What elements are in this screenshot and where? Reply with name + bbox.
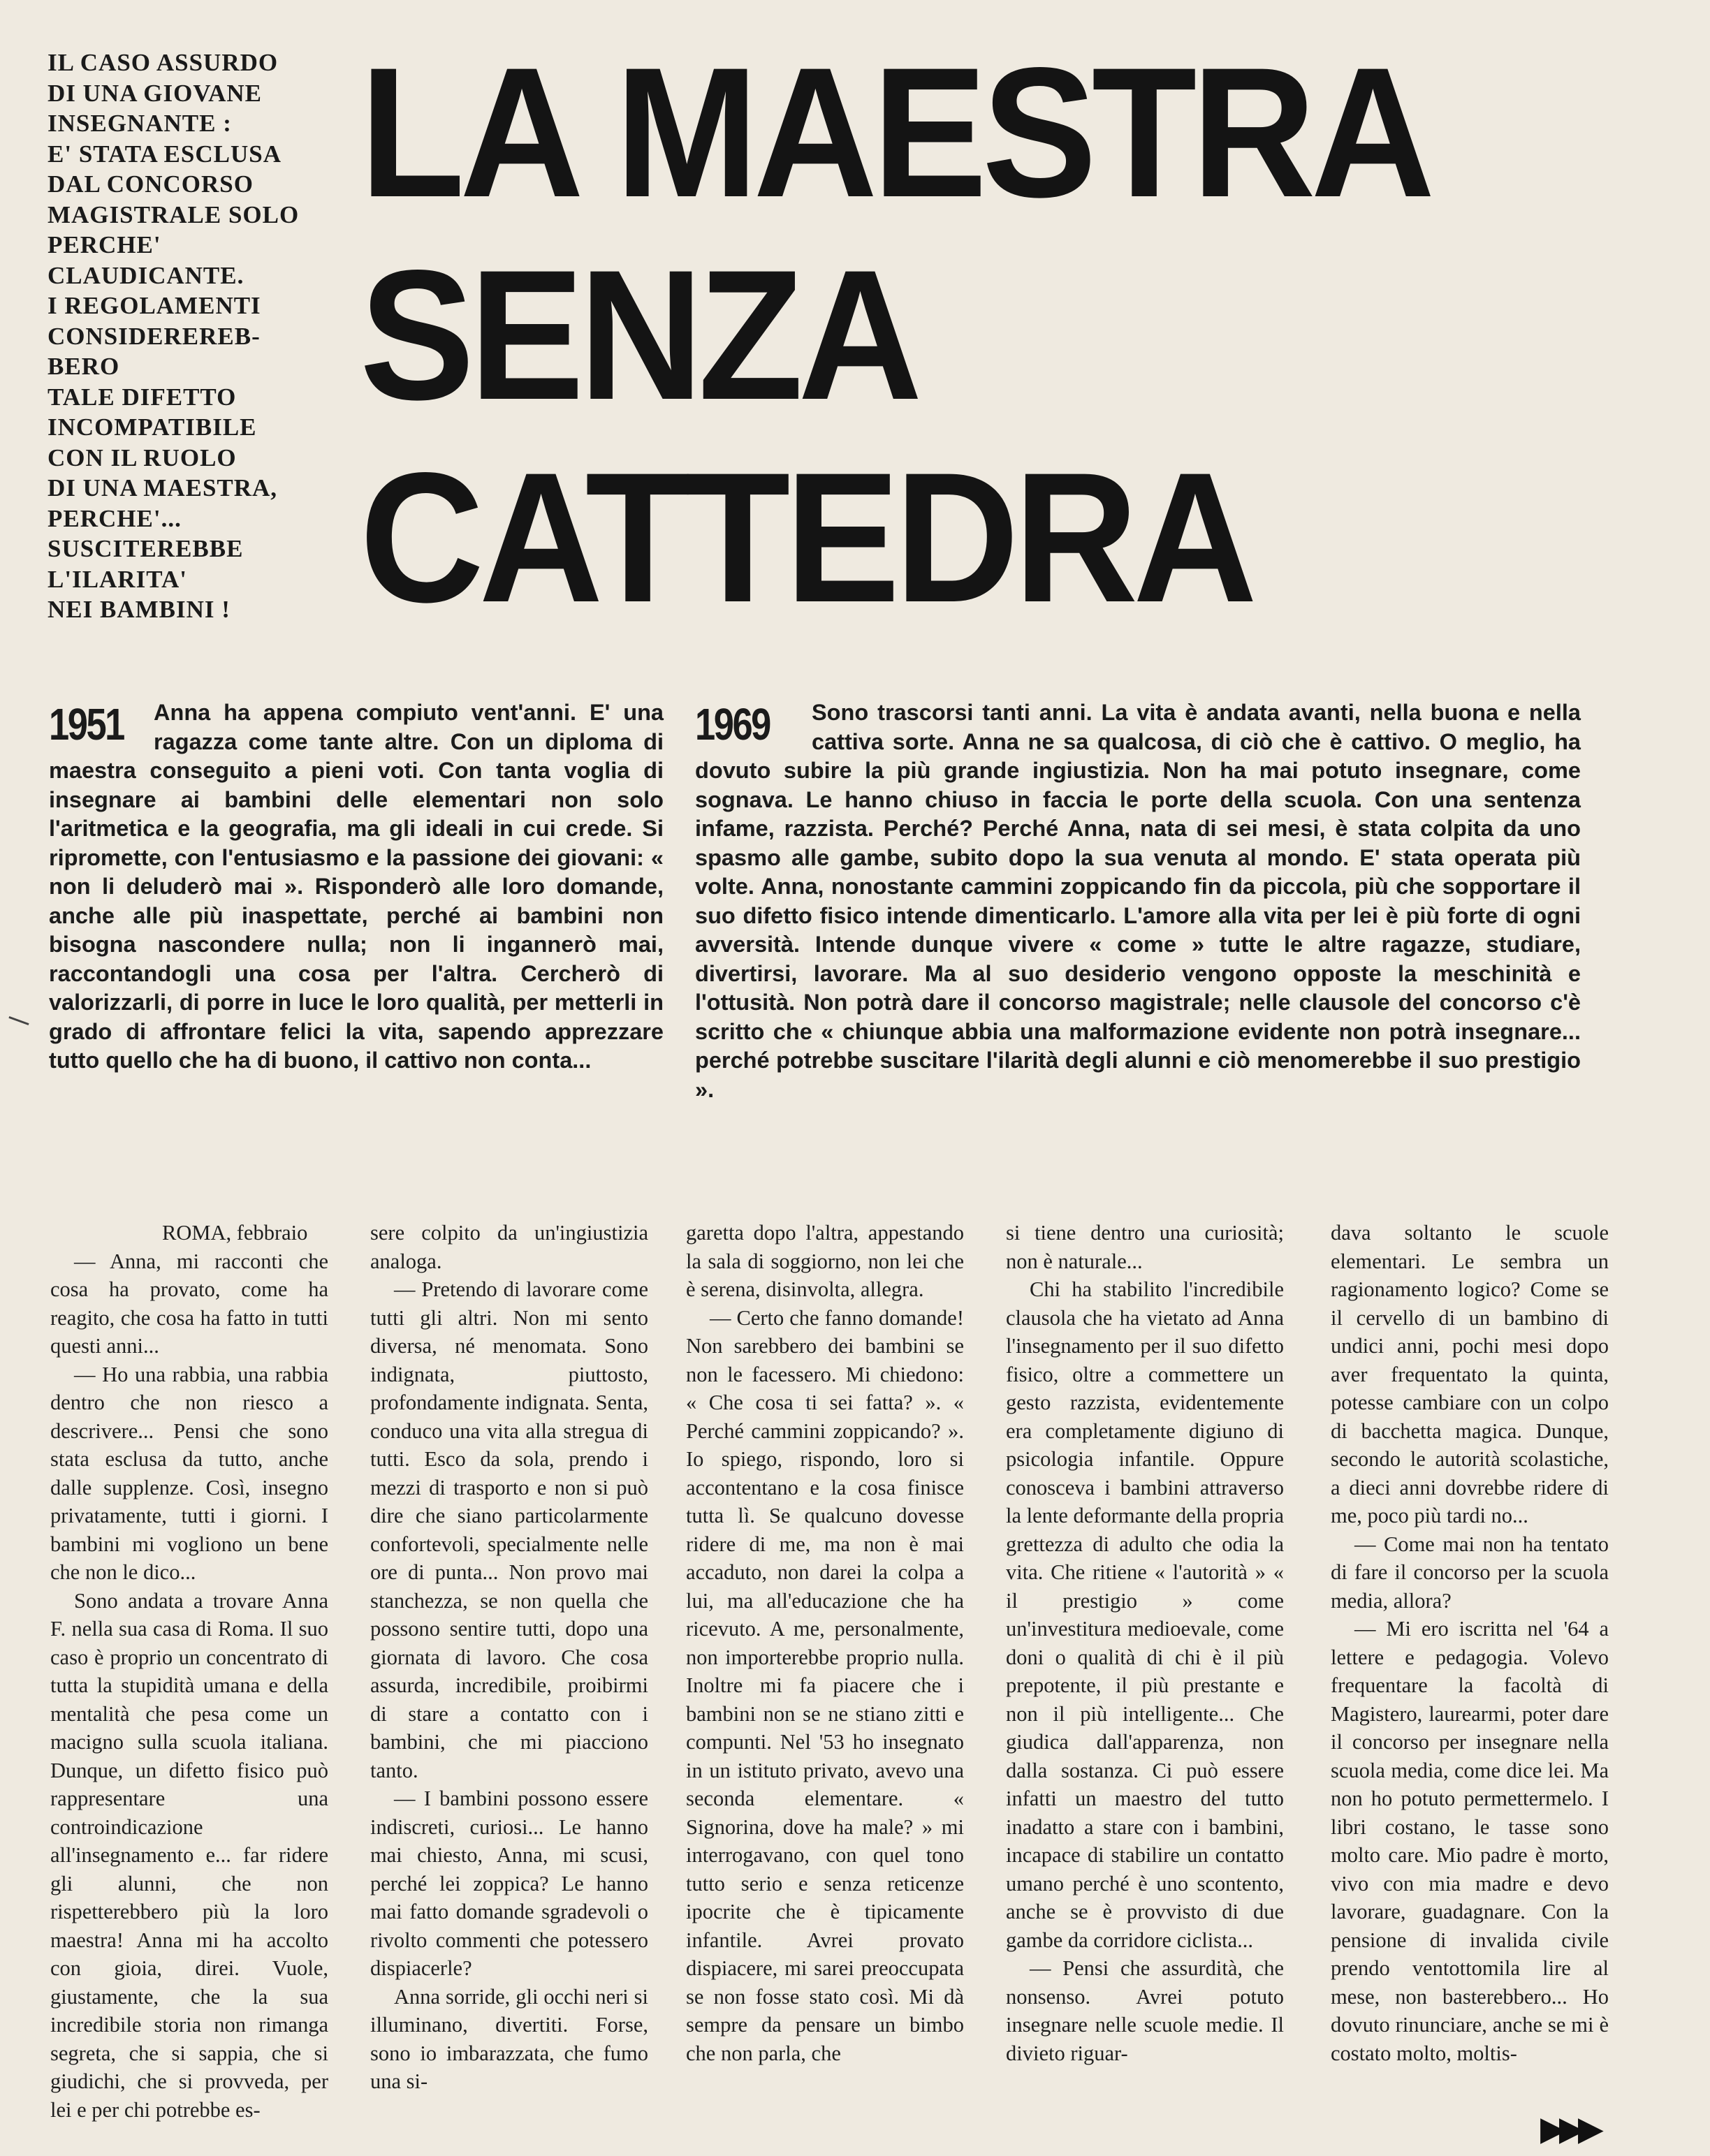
paragraph: — Pensi che assurdità, che nonsenso. Avrei potuto insegnare nelle scuole medie. Il divieto riguar- xyxy=(1006,1956,1284,2065)
intro-1969-text: Sono trascorsi tanti anni. La vita è andata avanti, nella buona e nella cattiva sorte. Anna ne sa qualcosa, di ciò che è cattivo. O meglio, ha dovuto subire la più grande ingiustizia. Non ha mai potuto insegnare, come sognava. Le hanno chiuso in faccia le porte della scuola. Con una sentenza infame, razzista. Perché? Perché Anna, nata di sei mesi, è stata colpita da uno spasmo alle gambe, subito dopo la sua venuta al mondo. E' stata operata più volte. Anna, nonostante cammini zoppicando fin da piccola, più che sopportare il suo difetto fisico intende dimenticarlo. L'amore alla vita per lei è più forte di ogni avversità. Intende dunque vivere « come » tutte le altre ragazze, studiare, divertirsi, lavorare. Ma al suo desiderio vengono opposte la meschinità e l'ottusità. Non potrà dare il concorso magistrale; nelle clausole del concorso c'è scritto che « chiunque abbia una malformazione evidente non potrà insegnare... perché potrebbe suscitare l'ilarità degli alunni e ciò menomerebbe il suo prestigio ». xyxy=(695,700,1581,1102)
paragraph: garetta dopo l'altra, appestando la sala di soggiorno, non lei che è serena, disinvolta, allegra. xyxy=(686,1221,964,1301)
paragraph: Chi ha stabilito l'incredibile clausola che ha vietato ad Anna l'insegnamento per il suo difetto fisico, oltre a commettere un gesto razzista, evidentemente era completamente digiuno di psicologia infantile. Oppure conosceva i bambini attraverso la lente deformante della propria grettezza di adulto che odia la vita. Che ritiene « l'autorità » « il prestigio » come un'investitura medioevale, come doni o qualità di chi è il più prepotente, il più prestante e non il più intelligente... Che giudica dall'apparenza, non dalla sostanza. Ci può essere infatti un maestro del tutto inadatto a stare con i bambini, incapace di stabilire un contatto umano perché è uno scontento, anche se è provvisto di due gambe da corridore ciclista... xyxy=(1006,1277,1285,1952)
dateline: ROMA, febbraio xyxy=(162,1221,308,1245)
body-column-4 xyxy=(1006,1219,1284,2067)
paragraph: dava soltanto le scuole elementari. Le sembra un ragionamento logico? Come se il cervello di un bambino di undici anni, pochi mesi dopo aver frequentato la quinta, potesse cambiare con un colpo di bacchetta magica. Dunque, secondo le autorità scolastiche, a dieci anni dovrebbe ridere di me, poco più tardi no... xyxy=(1331,1221,1609,1527)
paragraph: — Come mai non ha tentato di fare il concorso per la scuola media, allora? xyxy=(1331,1532,1609,1613)
body-column-5 xyxy=(1331,1219,1609,2067)
headline: LA MAESTRA SENZA CATTEDRA xyxy=(360,29,1430,641)
paragraph: — Anna, mi racconti che cosa ha provato, come ha reagito, che cosa ha fatto in tutti questi anni... xyxy=(50,1249,328,1358)
paragraph: sere colpito da un'ingiustizia analoga. xyxy=(370,1221,648,1273)
paragraph: — Certo che fanno domande! Non sarebbero dei bambini se non le facessero. Mi chiedono: « Che cosa ti sei fatta? ». « Perché cammini zoppicando? ». Io spiego, rispondo, loro si accontentano e la cosa finisce tutta lì. Se qualcuno dovesse ridere di me, ma non è mai accaduto, non darei la colpa a lui, ma all'educazione che ha ricevuto. A me, personalmente, non importerebbe proprio nulla. Inoltre mi fa piacere che i bambini non se ne stiano zitti e compunti. Nel '53 ho insegnato in un istituto privato, avevo una seconda elementare. « Signorina, dove ha male? » mi interrogavano, con quel tono tutto serio e senza reticenze ipocrite che è tipicamente infantile. Avrei provato dispiacere, mi sarei preoccupata se non fosse stato così. Mi dà sempre da pensare un bimbo che non parla, che xyxy=(686,1305,964,2065)
paragraph: si tiene dentro una curiosità; non è naturale... xyxy=(1006,1221,1284,1273)
kicker-text: IL CASO ASSURDO DI UNA GIOVANE INSEGNANTE : E' STATA ESCLUSA DAL CONCORSO MAGISTRALE SOLO PERCHE' CLAUDICANTE. I REGOLAMENTI CONSIDEREREB- BERO TALE DIFETTO INCOMPATIBILE CON IL RUOLO DI UNA MAESTRA, PERCHE'... SUSCITEREBBE L'ILARITA' NEI BAMBINI ! xyxy=(48,49,300,623)
year-1969: 1969 xyxy=(695,699,770,749)
paragraph: — I bambini possono essere indiscreti, curiosi... Le hanno mai chiesto, Anna, mi scusi, perché lei zoppica? Le hanno mai fatto domande sgradevoli o rivolto commenti che potessero dispiacerle? xyxy=(370,1787,648,1980)
intro-1969 xyxy=(695,698,1581,1104)
year-1951: 1951 xyxy=(49,699,124,749)
intro-1951 xyxy=(49,698,664,1076)
body-column-3 xyxy=(686,1219,964,2067)
margin-mark xyxy=(8,1016,29,1025)
paragraph: Anna sorride, gli occhi neri si illuminano, divertiti. Forse, sono io imbarazzata, che fumo una si- xyxy=(370,1984,648,2093)
body-column-1 xyxy=(50,1219,328,2124)
continue-arrows-icon: ▶▶▶ xyxy=(1540,2109,1597,2148)
intro-1951-text: Anna ha appena compiuto vent'anni. E' una ragazza come tante altre. Con un diploma di maestra conseguito a pieni voti. Con tanta voglia di insegnare ai bambini delle elementari non solo l'aritmetica e la geografia, ma gli ideali in cui crede. Si ripromette, con l'entusiasmo e la passione dei giovani: « non li deluderò mai ». Risponderò alle loro domande, anche alle più inaspettate, perché ai bambini non bisogna nascondere nulla; non li ingannerò mai, raccontandogli una cosa per l'altra. Cercherò di valorizzarli, di porre in luce le loro qualità, per metterli in grado di affrontare felici la vita, sapendo apprezzare tutto quello che ha di buono, il cattivo non conta... xyxy=(49,700,664,1073)
paragraph: — Mi ero iscritta nel '64 a lettere e pedagogia. Volevo frequentare la facoltà di Magistero, laurearmi, poter dare il concorso per insegnare nella scuola media, come dice lei. Ma non ho potuto permettermelo. I libri costano, le tasse sono molto care. Mio padre è morto, vivo con mia madre e devo lavorare, guadagnare. Con la pensione di invalida civile prendo ventottomila lire al mese, non basterebbero... Ho dovuto rinunciare, anche se mi è costato molto, moltis- xyxy=(1331,1617,1609,2065)
paragraph: — Pretendo di lavorare come tutti gli altri. Non mi sento diversa, né menomata. Sono indignata, piuttosto, profondamente indignata. Senta, conduco una vita alla stregua di tutti. Esco da sola, prendo i mezzi di trasporto e non si può dire che siano particolarmente confortevoli, specialmente nelle ore di punta... Non provo mai stanchezza, se non quella che possono sentire tutti, dopo una giornata di lavoro. Che cosa assurda, incredibile, proibirmi di stare a contatto con i bambini, che mi piacciono tanto. xyxy=(370,1277,648,1782)
paragraph: Sono andata a trovare Anna F. nella sua casa di Roma. Il suo caso è proprio un concentrato di tutta la stupidità umana e della mentalità che pesa come un macigno sulla scuola italiana. Dunque, un difetto fisico può rappresentare una controindicazione all'insegnamento e... far ridere gli alunni, che non rispetterebbero più la loro maestra! Anna mi ha accolto con gioia, direi. Vuole, giustamente, che la sua incredibile storia non rimanga segreta, che si sappia, che si giudichi, che si provveda, per lei e per chi potrebbe es- xyxy=(50,1588,328,2122)
paragraph: — Ho una rabbia, una rabbia dentro che non riesco a descrivere... Pensi che sono stata esclusa da tutto, anche dalle supplenze. Così, insegno privatamente, tutti i giorni. I bambini mi vogliono un bene che non le dico... xyxy=(50,1362,328,1584)
body-column-2 xyxy=(370,1219,648,2096)
